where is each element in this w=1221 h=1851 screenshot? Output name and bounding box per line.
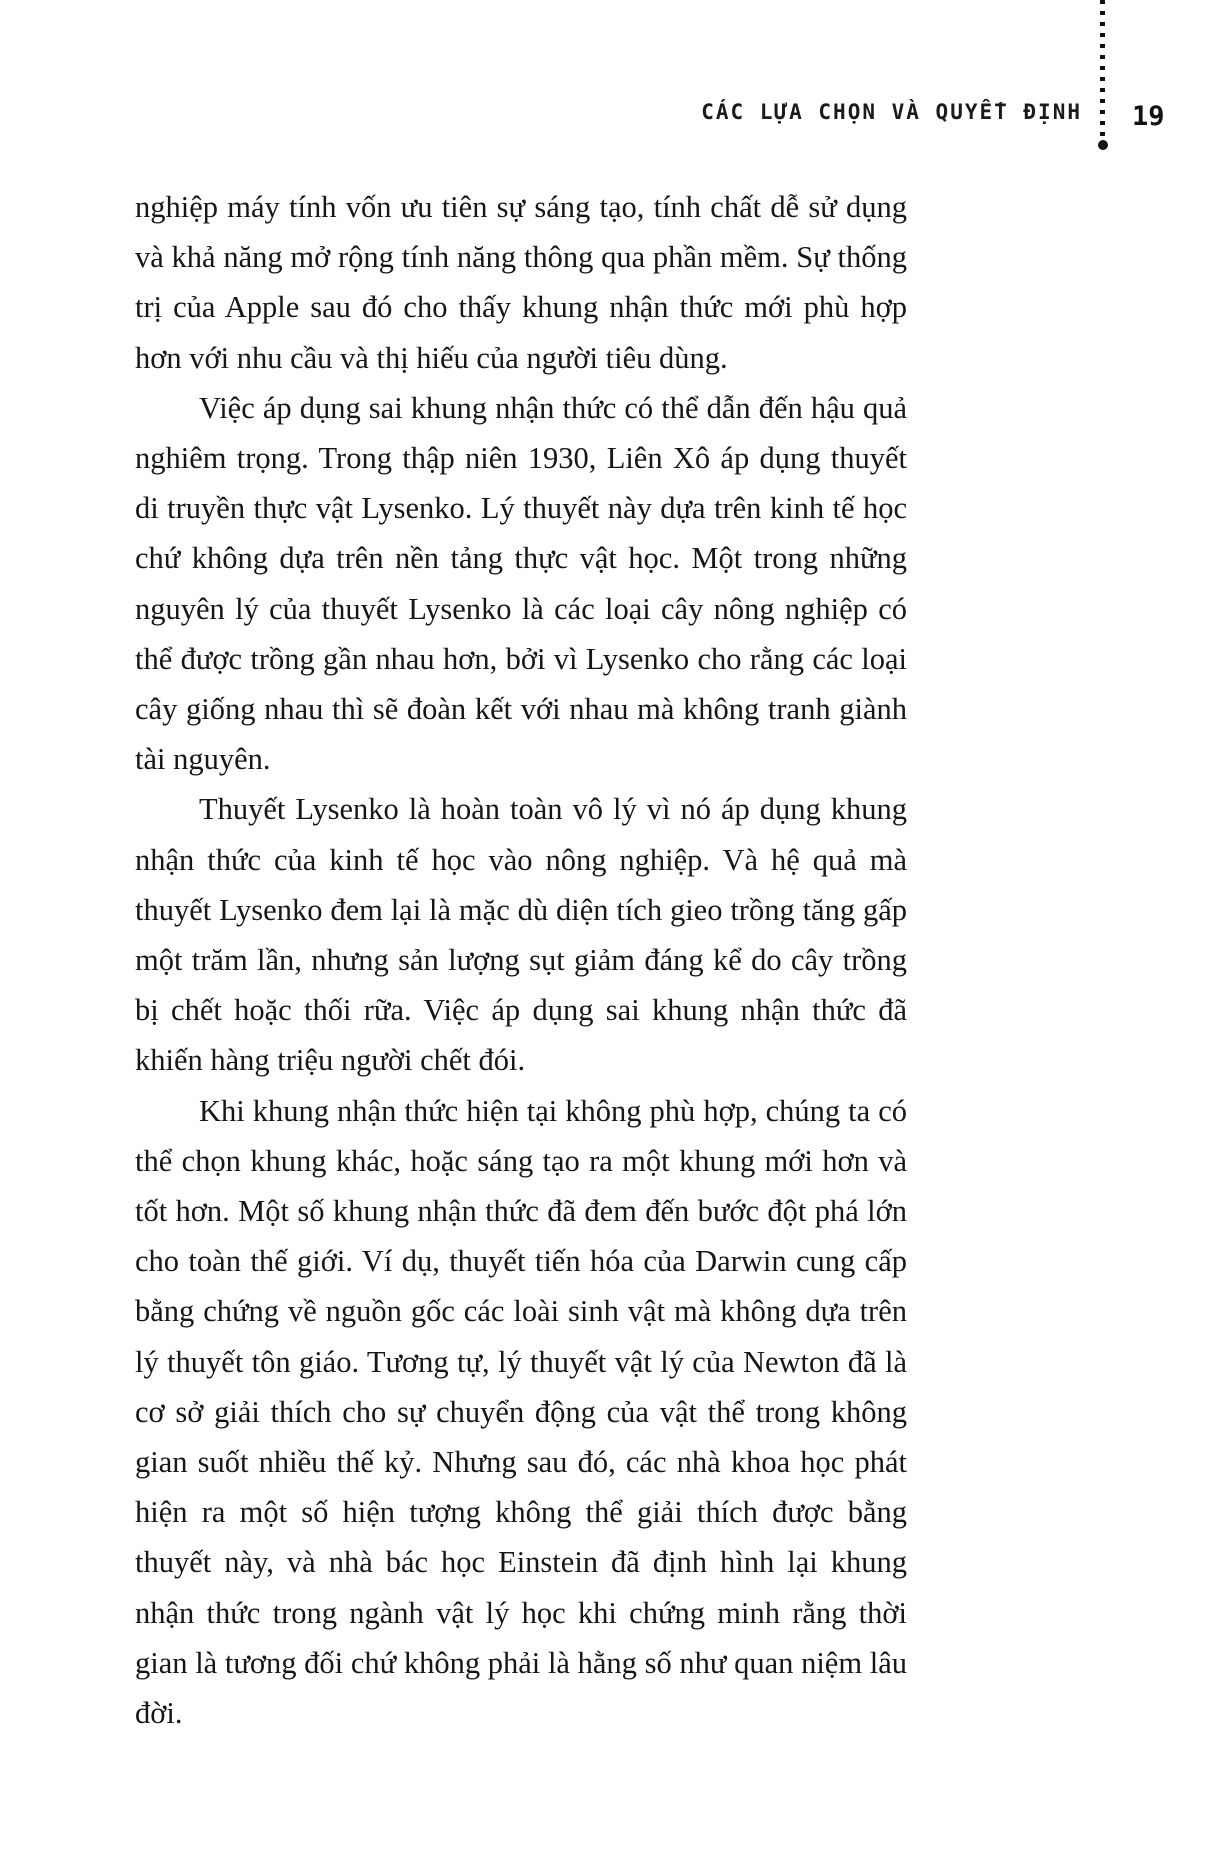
- header-dotted-rule-icon: [1100, 0, 1105, 146]
- paragraph: Thuyết Lysenko là hoàn toàn vô lý vì nó áp dụng khung nhận thức của kinh tế học vào nông nghiệp. Và hệ quả mà thuyết Lysenko đem lại là mặc dù diện tích gieo trồng tăng gấp một trăm lần, nhưng sản lượng sụt giảm đáng kể do cây trồng bị chết hoặc thối rữa. Việc áp dụng sai khung nhận thức đã khiến hàng triệu người chết đói.: [135, 792, 907, 1078]
- paragraph: Việc áp dụng sai khung nhận thức có thể dẫn đến hậu quả nghiêm trọng. Trong thập niên 1930, Liên Xô áp dụng thuyết di truyền thực vật Lysenko. Lý thuyết này dựa trên kinh tế học chứ không dựa trên nền tảng thực vật học. Một trong những nguyên lý của thuyết Lysenko là các loại cây nông nghiệp có thể được trồng gần nhau hơn, bởi vì Lysenko cho rằng các loại cây giống nhau thì sẽ đoàn kết với nhau mà không tranh giành tài nguyên.: [135, 390, 907, 777]
- paragraph: nghiệp máy tính vốn ưu tiên sự sáng tạo, tính chất dễ sử dụng và khả năng mở rộng tính năng thông qua phần mềm. Sự thống trị của Apple sau đó cho thấy khung nhận thức mới phù hợp hơn với nhu cầu và thị hiếu của người tiêu dùng.: [135, 190, 907, 375]
- body-text-column: [135, 182, 907, 1738]
- paragraph: Khi khung nhận thức hiện tại không phù hợp, chúng ta có thể chọn khung khác, hoặc sáng tạo ra một khung mới hơn và tốt hơn. Một số khung nhận thức đã đem đến bước đột phá lớn cho toàn thế giới. Ví dụ, thuyết tiến hóa của Darwin cung cấp bằng chứng về nguồn gốc các loài sinh vật mà không dựa trên lý thuyết tôn giáo. Tương tự, lý thuyết vật lý của Newton đã là cơ sở giải thích cho sự chuyển động của vật thể trong không gian suốt nhiều thế kỷ. Nhưng sau đó, các nhà khoa học phát hiện ra một số hiện tượng không thể giải thích được bằng thuyết này, và nhà bác học Einstein đã định hình lại khung nhận thức trong ngành vật lý học khi chứng minh rằng thời gian là tương đối chứ không phải là hằng số như quan niệm lâu đời.: [135, 1093, 907, 1731]
- page-number: 19: [1132, 101, 1165, 132]
- running-head-title: CÁC LỰA CHỌN VÀ QUYẾT ĐỊNH: [701, 100, 1082, 124]
- header-rule-end-dot-icon: [1098, 140, 1108, 150]
